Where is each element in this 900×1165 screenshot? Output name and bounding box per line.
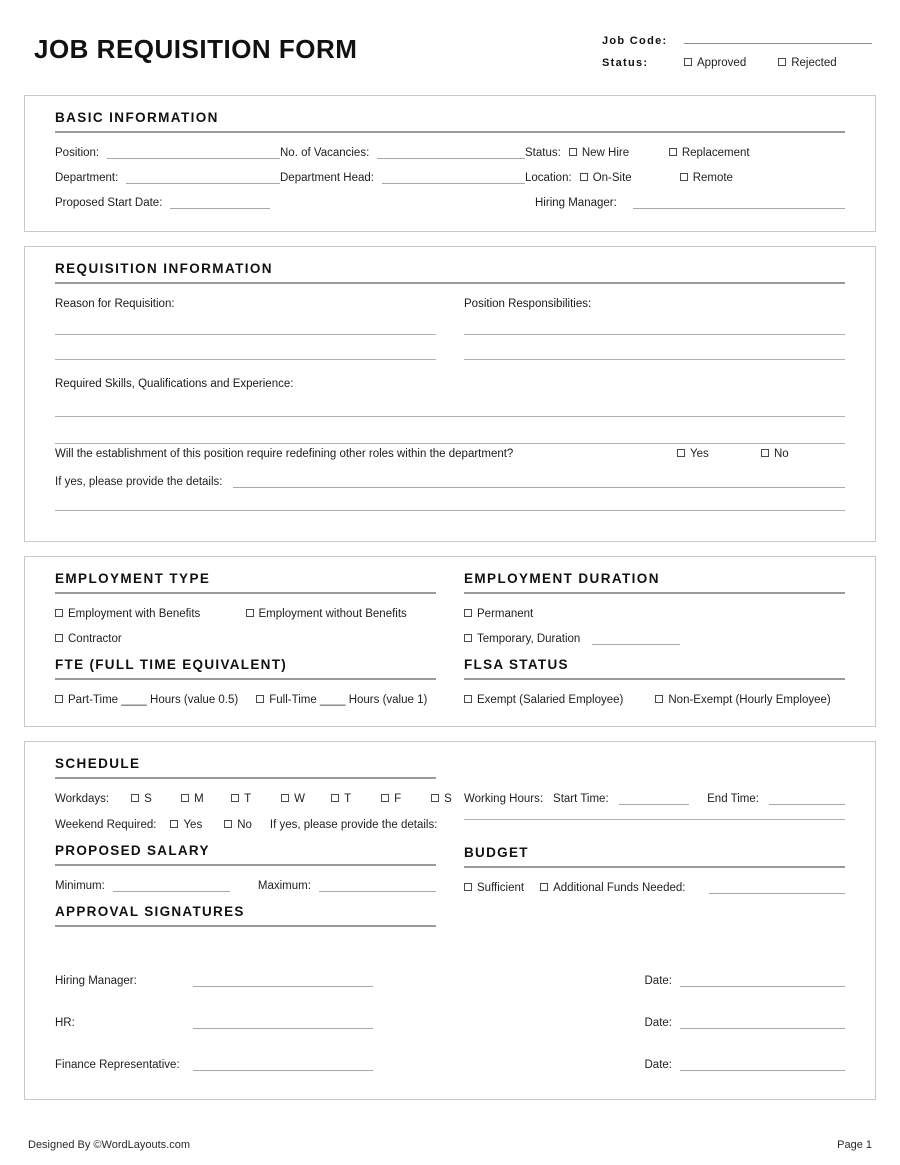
proposed-start-date-label: Proposed Start Date: [55,197,163,209]
redefine-details-input[interactable] [233,477,846,488]
checkbox-permanent[interactable] [464,608,533,620]
job-code-row [602,32,872,47]
signature-hiring-manager-label: Hiring Manager: [55,975,137,987]
redefine-details-input-line-2[interactable] [55,510,845,511]
weekend-details-input[interactable] [464,819,845,820]
section-rule [55,592,436,594]
start-time-input[interactable] [619,794,689,805]
section-title-employment-duration: EMPLOYMENT DURATION [464,571,660,586]
checkbox-icon [55,609,63,617]
row-workdays [55,793,452,805]
footer-designed-by: Designed By ©WordLayouts.com [28,1139,190,1151]
skills-input-line-1[interactable] [55,416,845,417]
checkbox-icon [464,883,472,891]
row-redefine-roles [55,448,845,460]
checkbox-permanent-label: Permanent [477,608,534,620]
checkbox-part-time[interactable] [55,694,238,706]
checkbox-icon [540,883,548,891]
additional-funds-input[interactable] [709,883,845,894]
section-title-schedule: SCHEDULE [55,756,141,771]
page-footer [24,1139,876,1151]
checkbox-icon [246,609,254,617]
row-employment-benefits [55,608,436,620]
responsibilities-input-line-2[interactable] [464,359,845,360]
signature-row-hiring-manager [55,975,845,987]
approval-signature-rows [55,975,845,1071]
checkbox-icon [181,794,189,802]
weekend-required-label: Weekend Required: [55,819,157,831]
checkbox-new-hire-label: New Hire [581,147,630,159]
checkbox-icon [464,695,472,703]
responsibilities-label: Position Responsibilities: [464,298,592,310]
section-rule [464,678,845,680]
checkbox-day-fri-label: F [394,793,402,805]
checkbox-temporary-label: Temporary, Duration [477,633,581,645]
reason-input-line-2[interactable] [55,359,436,360]
column-employment-type [55,571,436,710]
checkbox-redefine-yes[interactable] [677,448,761,460]
start-time-label: Start Time: [553,793,609,805]
section-rule [464,866,845,868]
section-title-flsa: FLSA STATUS [464,657,569,672]
checkbox-new-hire[interactable] [569,147,669,159]
checkbox-redefine-no-label: No [774,448,789,460]
checkbox-without-benefits[interactable] [246,608,437,620]
row-department [55,172,845,184]
row-contractor [55,633,436,645]
checkbox-exempt-label: Exempt (Salaried Employee) [477,694,624,706]
checkbox-on-site[interactable] [580,172,680,184]
section-title-basic-information: BASIC INFORMATION [55,110,219,125]
section-title-fte: FTE (FULL TIME EQUIVALENT) [55,657,288,672]
reason-label: Reason for Requisition: [55,298,175,310]
section-title-approval-signatures: APPROVAL SIGNATURES [55,904,245,919]
checkbox-day-tue[interactable] [231,793,281,805]
checkbox-day-thu-label: T [344,793,352,805]
row-budget [464,882,845,894]
checkbox-non-exempt-label: Non-Exempt (Hourly Employee) [668,694,831,706]
checkbox-on-site-label: On-Site [592,172,632,184]
location-label: Location: [525,172,572,184]
signature-finance-input[interactable] [193,1060,373,1071]
row-fte-options [55,694,436,706]
row-redefine-details [55,476,845,488]
column-working-hours-budget [464,756,845,941]
checkbox-remote-label: Remote [692,172,733,184]
section-rule [55,777,436,779]
row-flsa-options [464,694,845,706]
panel-employment [24,556,876,727]
job-code-input[interactable] [684,32,872,44]
checkbox-rejected-label: Rejected [791,57,837,69]
section-rule [55,131,845,133]
checkbox-without-benefits-label: Employment without Benefits [258,608,407,620]
skills-label: Required Skills, Qualifications and Experience: [55,378,294,390]
checkbox-day-sun-label: S [144,793,152,805]
signature-hr-input[interactable] [193,1018,373,1029]
checkbox-weekend-no-label: No [237,819,252,831]
section-title-proposed-salary: PROPOSED SALARY [55,843,210,858]
temporary-duration-input[interactable] [592,634,680,645]
checkbox-non-exempt[interactable] [655,694,830,706]
signature-row-hr [55,1017,845,1029]
checkbox-redefine-no[interactable] [761,448,845,460]
checkbox-day-mon[interactable] [181,793,231,805]
checkbox-redefine-yes-label: Yes [690,448,709,460]
checkbox-approved-label: Approved [697,57,747,69]
row-position [55,147,845,159]
section-rule [55,678,436,680]
department-label: Department: [55,172,119,184]
section-title-budget: BUDGET [464,845,529,860]
workday-checkboxes [131,793,452,805]
signature-hr-label: HR: [55,1017,75,1029]
position-input[interactable] [107,148,280,159]
checkbox-icon [131,794,139,802]
checkbox-day-mon-label: M [194,793,204,805]
checkbox-day-sun[interactable] [131,793,181,805]
row-temporary [464,633,845,645]
responsibilities-column [464,298,845,372]
minimum-salary-label: Minimum: [55,880,105,892]
date-label: Date: [644,975,672,987]
section-rule [464,592,845,594]
maximum-salary-input[interactable] [319,881,436,892]
checkbox-sufficient[interactable] [464,882,524,894]
redefine-question: Will the establishment of this position require redefining other roles within the department? [55,448,514,460]
page-title: JOB REQUISITION FORM [34,34,358,64]
row-salary [55,880,436,892]
checkbox-icon [224,820,232,828]
signature-hiring-manager-input[interactable] [193,976,373,987]
checkbox-icon [464,609,472,617]
signature-row-finance [55,1059,845,1071]
checkbox-with-benefits-label: Employment with Benefits [68,608,201,620]
checkbox-icon [231,794,239,802]
row-start-date [55,197,845,209]
checkbox-approved[interactable] [684,57,746,69]
panel-requisition-information [24,246,876,542]
checkbox-additional-funds[interactable] [540,882,685,894]
panel-basic-information [24,95,876,232]
checkbox-icon [281,794,289,802]
column-employment-duration [464,571,845,710]
panel-schedule-salary-signatures [24,741,876,1100]
vacancies-input[interactable] [377,148,525,159]
section-rule [55,282,845,284]
signature-finance-label: Finance Representative: [55,1059,180,1071]
checkbox-day-wed-label: W [294,793,305,805]
redefine-details-label: If yes, please provide the details: [55,476,223,488]
checkbox-replacement-label: Replacement [681,147,750,159]
responsibilities-input-line-1[interactable] [464,334,845,335]
checkbox-contractor-label: Contractor [68,633,122,645]
department-head-input[interactable] [382,173,525,184]
checkbox-weekend-yes[interactable] [170,819,202,831]
checkbox-icon [331,794,339,802]
checkbox-icon [170,820,178,828]
signature-hiring-manager-date-input[interactable] [680,976,845,987]
reason-input-line-1[interactable] [55,334,436,335]
checkbox-day-tue-label: T [244,793,252,805]
checkbox-replacement[interactable] [669,147,750,159]
checkbox-icon [55,695,63,703]
job-code-label: Job Code: [602,35,668,47]
checkbox-part-time-label: Part-Time ____ Hours (value 0.5) [68,694,239,706]
checkbox-icon [569,148,577,156]
checkbox-temporary[interactable] [464,633,580,645]
checkbox-icon [669,148,677,156]
header-meta [602,28,872,79]
weekend-details-label: If yes, please provide the details: [269,819,438,831]
workdays-label: Workdays: [55,793,110,805]
spacer-rule [464,777,845,779]
checkbox-icon [256,695,264,703]
checkbox-icon [55,634,63,642]
checkbox-icon [464,634,472,642]
row-weekend-required [55,819,436,831]
approval-status-label: Status: [602,57,649,69]
signature-finance-date-input[interactable] [680,1060,845,1071]
checkbox-icon [655,695,663,703]
employment-status-label: Status: [525,147,561,159]
checkbox-exempt[interactable] [464,694,623,706]
checkbox-day-wed[interactable] [281,793,331,805]
vacancies-label: No. of Vacancies: [280,147,370,159]
end-time-input[interactable] [769,794,845,805]
column-schedule [55,756,452,941]
row-permanent [464,608,845,620]
section-title-requisition-information: REQUISITION INFORMATION [55,261,273,276]
checkbox-with-benefits[interactable] [55,608,246,620]
hiring-manager-input[interactable] [633,198,845,209]
date-label: Date: [644,1059,672,1071]
maximum-salary-label: Maximum: [257,880,311,892]
hiring-manager-label: Hiring Manager: [535,197,617,209]
checkbox-remote[interactable] [680,172,733,184]
checkbox-icon [761,449,769,457]
checkbox-full-time[interactable] [256,694,427,706]
requisition-columns [55,298,845,372]
signature-hr-date-input[interactable] [680,1018,845,1029]
checkbox-icon [684,58,692,66]
checkbox-rejected[interactable] [778,57,836,69]
position-label: Position: [55,147,100,159]
form-header [24,0,876,95]
working-hours-label: Working Hours: [464,793,544,805]
checkbox-icon [778,58,786,66]
minimum-salary-input[interactable] [113,881,230,892]
skills-input-line-2[interactable] [55,443,845,444]
checkbox-weekend-no[interactable] [224,819,252,831]
checkbox-icon [680,173,688,181]
checkbox-day-sat-label: S [444,793,452,805]
checkbox-weekend-yes-label: Yes [183,819,203,831]
checkbox-day-thu[interactable] [331,793,381,805]
footer-page-number: Page 1 [837,1139,872,1151]
checkbox-full-time-label: Full-Time ____ Hours (value 1) [269,694,428,706]
proposed-start-date-input[interactable] [170,198,270,209]
checkbox-icon [381,794,389,802]
department-input[interactable] [126,173,280,184]
checkbox-contractor[interactable] [55,633,122,645]
checkbox-icon [580,173,588,181]
checkbox-day-sat[interactable] [431,793,452,805]
checkbox-additional-funds-label: Additional Funds Needed: [553,882,686,894]
end-time-label: End Time: [707,793,759,805]
checkbox-sufficient-label: Sufficient [477,882,525,894]
checkbox-day-fri[interactable] [381,793,431,805]
department-head-label: Department Head: [280,172,374,184]
date-label: Date: [644,1017,672,1029]
checkbox-icon [431,794,439,802]
reason-column [55,298,436,372]
row-working-hours [464,793,845,805]
section-title-employment-type: EMPLOYMENT TYPE [55,571,211,586]
checkbox-icon [677,449,685,457]
approval-status-row [602,57,872,69]
section-rule [55,925,436,927]
section-rule [55,864,436,866]
